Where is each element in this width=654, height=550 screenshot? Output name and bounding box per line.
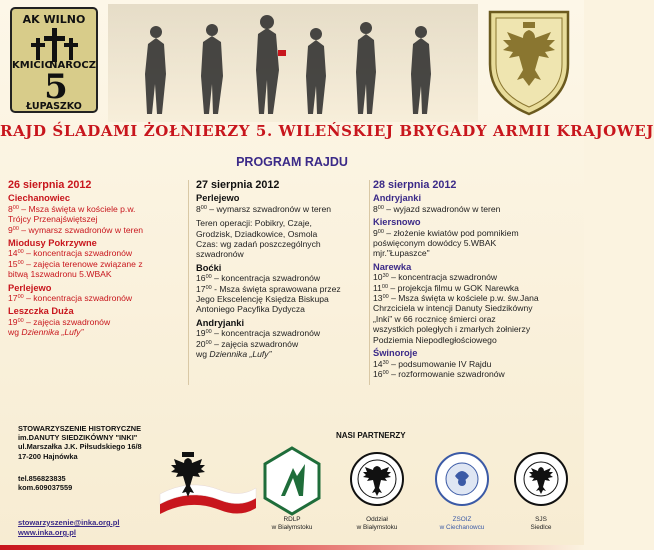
location-heading: Kiersnowo	[373, 217, 421, 228]
schedule-item: $19^{00}$ – zajęcia szwadronów	[8, 316, 111, 327]
schedule-item: $17^{00}$ – koncentracja szwadronów	[8, 293, 133, 304]
day-column-3	[373, 180, 573, 379]
schedule-item: Chrzciciela w intencji Danuty Siedzikówny	[373, 303, 533, 314]
schedule-item: wg Dziennika „Lufy”	[196, 349, 272, 360]
schedule-item: $20^{00}$ – zajęcia szwadronów	[196, 338, 299, 349]
schedule-item: $9^{00}$ – wymarsz szwadronów w teren	[8, 224, 144, 235]
location-heading: Perlejewo	[196, 193, 240, 204]
schedule-item: $11^{00}$ – projekcja filmu w GOK Narewka	[373, 282, 519, 293]
column-divider	[188, 180, 189, 385]
schedule-item: Trójcy Przenajświętszej	[8, 214, 98, 225]
phone-number: tel.856823835	[18, 474, 66, 483]
partner-lasy-panstwowe[interactable]	[262, 446, 322, 544]
location-heading: Miodusy Pokrzywne	[8, 238, 97, 249]
org-address-line: 17-200 Hajnówka	[18, 451, 78, 461]
partner-caption: RDLP	[283, 516, 301, 523]
schedule-item: wszystkich poległych i zmarłych żołnierzy	[373, 324, 531, 335]
partner-caption: Oddział	[366, 516, 388, 523]
schedule-item: $8^{00}$ – wyjazd szwadronów w teren	[373, 203, 501, 214]
partner-caption: ZSOIZ	[452, 516, 472, 523]
location-heading: Narewka	[373, 261, 412, 272]
schedule-note: szwadronów	[196, 249, 244, 260]
partner-caption: w Ciechanowcu	[439, 523, 485, 531]
badge-number: 5	[44, 67, 68, 107]
bottom-accent-bar	[0, 545, 584, 550]
badge-bottom-text: ŁUPASZKO	[26, 101, 82, 112]
day-date: 28 sierpnia 2012	[373, 179, 457, 191]
schedule-item: $16^{00}$ – koncentracja szwadronów	[196, 273, 321, 284]
sjs-logo-icon	[512, 446, 570, 516]
day-column-1	[8, 180, 183, 338]
schedule-item: $15^{00}$ – zajęcia terenowe związane z	[8, 258, 143, 269]
schedule-item: mjr."Łupaszce"	[373, 248, 430, 259]
partner-caption: SJS	[535, 516, 547, 523]
location-heading: Świnoroje	[373, 348, 418, 359]
website-link[interactable]: www.inka.org.pl	[18, 528, 76, 537]
location-heading: Andryjanki	[196, 317, 245, 328]
soldiers-photo-icon	[108, 4, 478, 122]
program-title: PROGRAM RAJDU	[236, 155, 348, 169]
eagle-flag-icon	[160, 448, 256, 528]
schedule-item: $19^{00}$ – koncentracja szwadronów	[196, 328, 321, 339]
org-name-line: im.DANUTY SIEDZIKÓWNY "INKI"	[18, 433, 138, 443]
schedule-item: poświęconym dowódcy 5.WBAK	[373, 238, 497, 249]
location-heading: Andryjanki	[373, 193, 422, 204]
location-heading: Leszczka Duża	[8, 306, 74, 317]
partner-caption: Siedlce	[530, 523, 552, 531]
badge-right-text: NAROCZ	[49, 60, 96, 71]
schedule-note: Grodzisk, Dziadkowice, Osmola	[196, 228, 318, 239]
org-address-line: ul.Marszałka J.K. Piłsudskiego 16/8	[18, 442, 142, 452]
contact-links	[18, 518, 120, 538]
schedule-item: wg Dziennika „Lufy”	[8, 327, 84, 338]
schedule-item: $14^{00}$ – koncentracja szwadronów	[8, 248, 133, 259]
email-link[interactable]: stowarzyszenie@inka.org.pl	[18, 518, 120, 527]
ipn-logo-icon	[348, 446, 406, 516]
partners-title: NASI PARTNERZY	[336, 431, 406, 440]
schedule-item: $17^{00}$ - Msza święta sprawowana przez	[196, 283, 341, 294]
zsoiz-logo-icon	[433, 446, 491, 516]
partner-ipn[interactable]	[347, 446, 407, 544]
schedule-item: „Inki” w 66 rocznicę śmierci oraz	[373, 313, 496, 324]
schedule-item: $10^{30}$ – koncentracja szwadronów	[373, 272, 498, 283]
mobile-number: kom.609037559	[18, 483, 73, 493]
schedule-note: Teren operacji: Pobikry, Czaje,	[196, 218, 312, 229]
day-column-2	[196, 180, 366, 360]
schedule-item: $8^{00}$ – Msza święta w kościele p.w.	[8, 203, 136, 214]
badge-left-text: KMICIC	[12, 60, 52, 71]
partner-sjs[interactable]	[511, 446, 571, 544]
partner-caption: w Białymstoku	[356, 523, 398, 531]
schedule-item: Jego Ekscelencję Księdza Biskupa	[196, 294, 329, 305]
badge-top-text: AK WILNO	[22, 13, 86, 26]
day-date: 27 sierpnia 2012	[196, 179, 280, 191]
schedule-item: $13^{00}$ – Msza święta w kościele p.w. św.Jana	[373, 293, 539, 304]
schedule-item: $8^{00}$ – wymarsz szwadronów w teren	[196, 203, 332, 214]
partner-zsoiz[interactable]	[432, 446, 492, 544]
schedule-item: Podziemia Niepodległościowego	[373, 334, 497, 345]
location-heading: Perlejewo	[8, 282, 52, 293]
lasy-panstwowe-logo-icon	[263, 446, 321, 516]
ak-wilno-badge-icon	[8, 6, 100, 114]
contact-phones	[18, 474, 72, 493]
rally-title: RAJD ŚLADAMI ŻOŁNIERZY 5. WILEŃSKIEJ BRYGADY ARMII KRAJOWEJ	[0, 122, 654, 140]
header-banner	[0, 0, 654, 148]
schedule-item: Antoniego Pacyfika Dydycza	[196, 304, 305, 315]
schedule-item: bitwą 1szwadronu 5.WBAK	[8, 269, 112, 280]
column-divider	[369, 180, 370, 385]
schedule-note: Czas: wg zadań poszczególnych	[196, 239, 321, 250]
day-date: 26 sierpnia 2012	[8, 179, 92, 191]
location-heading: Boćki	[196, 262, 222, 273]
location-heading: Ciechanowiec	[8, 193, 71, 204]
schedule-item: $14^{30}$ – podsumowanie IV Rajdu	[373, 358, 492, 369]
schedule-item: $9^{00}$ – złożenie kwiatów pod pomnikiem	[373, 227, 519, 238]
org-name-line: STOWARZYSZENIE HISTORYCZNE	[18, 424, 142, 433]
partner-caption: w Białymstoku	[271, 523, 313, 531]
schedule-item: $16^{00}$ – rozformowanie szwadronów	[373, 368, 505, 379]
eagle-shield-icon	[482, 6, 576, 118]
